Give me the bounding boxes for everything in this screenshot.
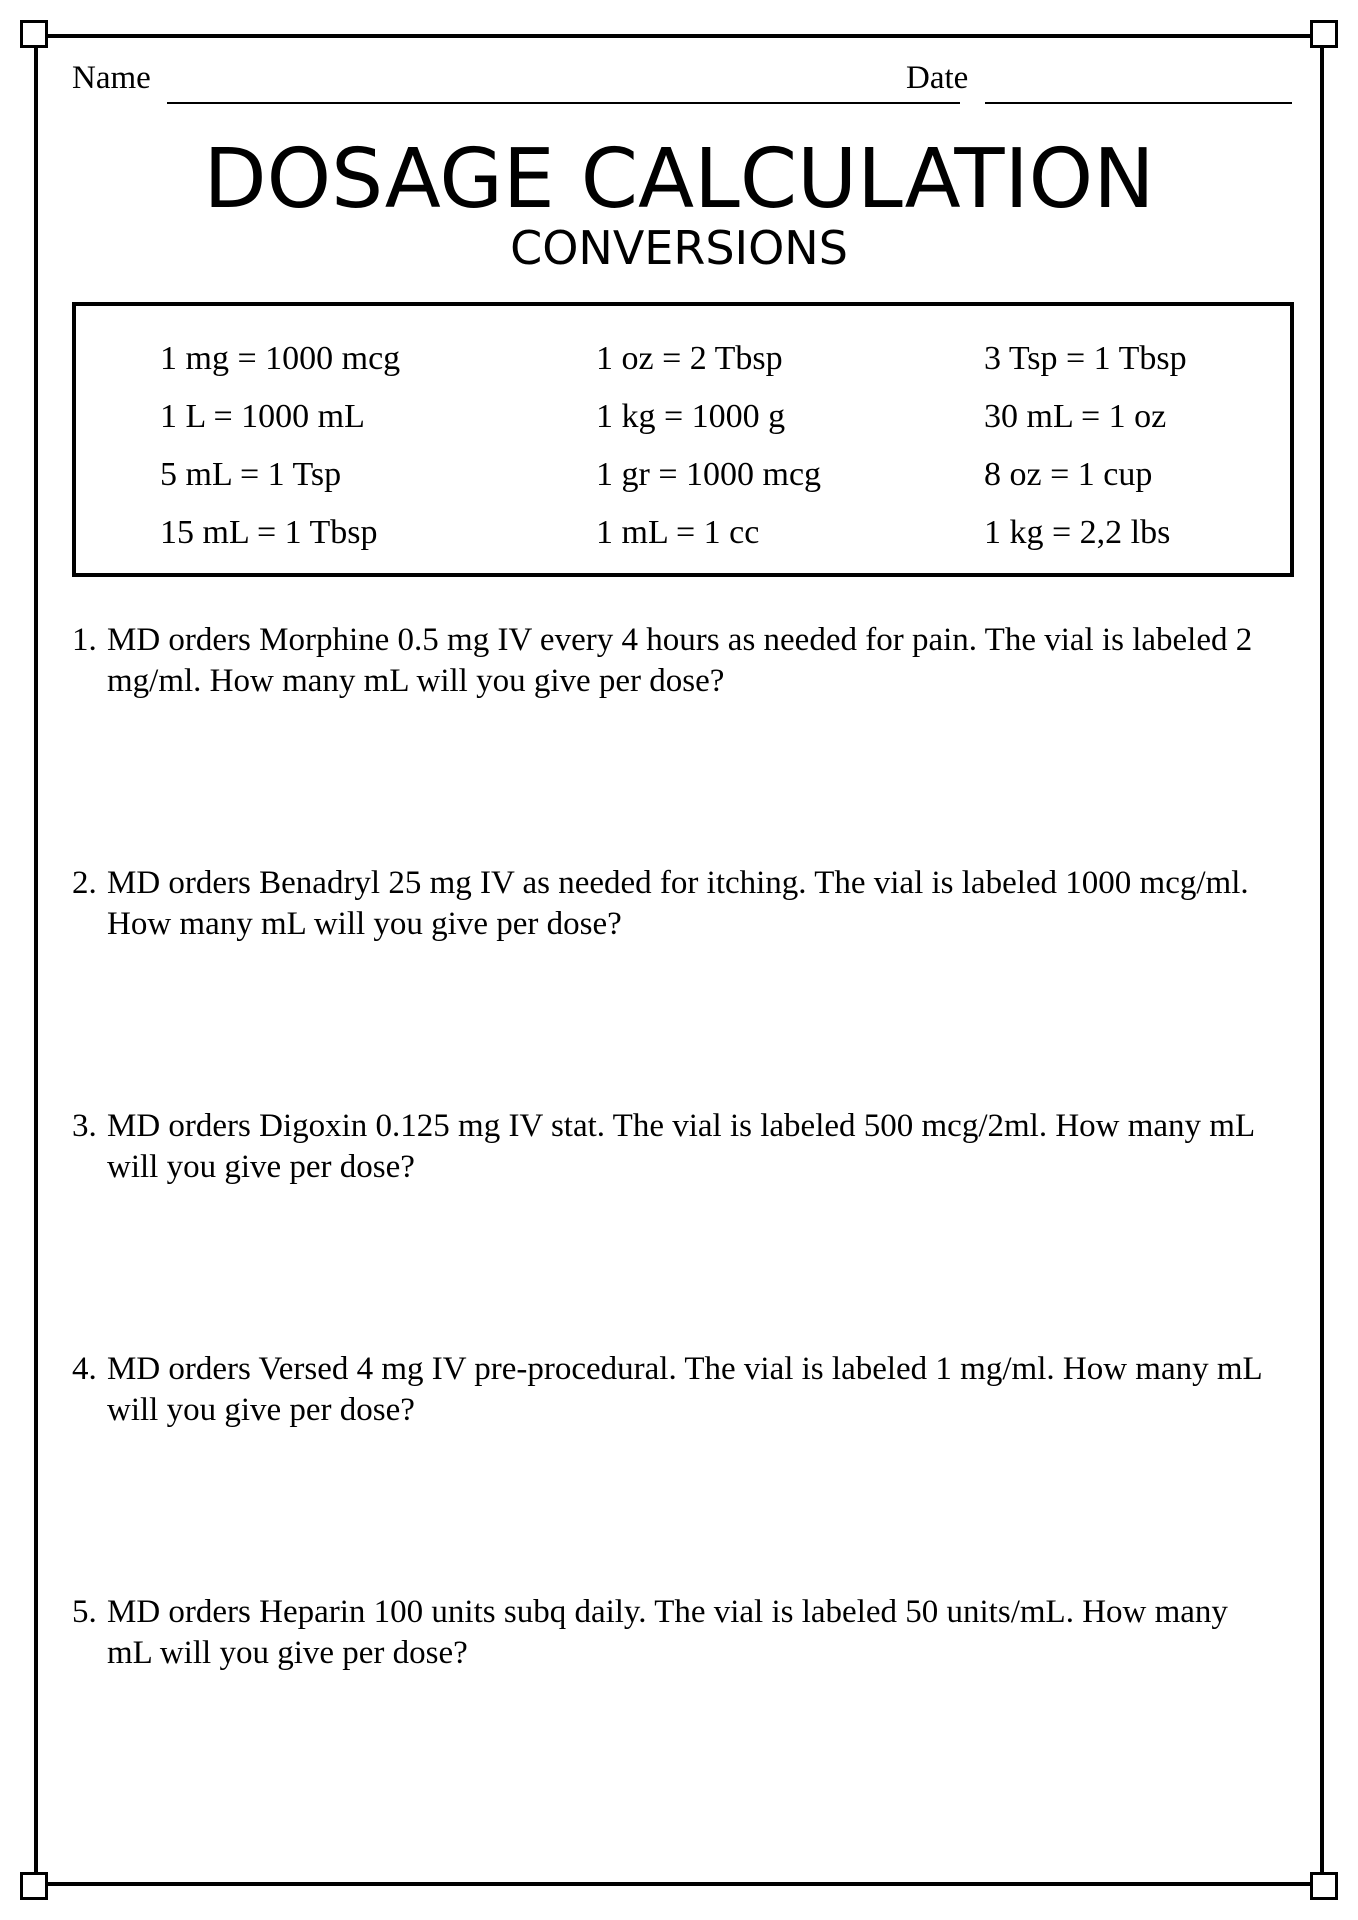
corner-ornament-top-right [1310,20,1338,48]
question-number: 2. [72,865,97,901]
date-label: Date [906,60,969,96]
question-number: 3. [72,1108,97,1144]
name-field[interactable] [167,102,960,104]
conversion-item: 30 mL = 1 oz [984,398,1167,435]
conversion-item: 1 L = 1000 mL [160,398,365,435]
conversion-item: 1 kg = 1000 g [596,398,786,435]
question-text: MD orders Heparin 100 units subq daily. The vial is labeled 50 units/mL. How many mL will you give per dose? [107,1594,1228,1671]
conversion-item: 15 mL = 1 Tbsp [160,514,378,551]
question-4 [72,1349,1272,1431]
corner-ornament-bottom-right [1310,1872,1338,1900]
corner-ornament-bottom-left [20,1872,48,1900]
question-text: MD orders Morphine 0.5 mg IV every 4 hours as needed for pain. The vial is labeled 2 mg/ml. How many mL will you give per dose? [107,622,1253,699]
name-label: Name [72,60,151,96]
question-number: 1. [72,622,97,658]
page-title: DOSAGE CALCULATION [203,132,1155,227]
question-number: 4. [72,1351,97,1387]
name-date-row [72,60,1292,110]
corner-ornament-top-left [20,20,48,48]
conversions-column-1 [160,330,400,562]
conversion-item: 8 oz = 1 cup [984,456,1153,493]
question-2 [72,863,1272,945]
conversions-box [72,302,1294,577]
page-subtitle: CONVERSIONS [510,221,848,275]
conversions-column-2 [596,330,821,562]
question-3 [72,1106,1272,1188]
date-field[interactable] [985,102,1292,104]
question-1 [72,620,1272,702]
conversion-item: 5 mL = 1 Tsp [160,456,342,493]
question-text: MD orders Versed 4 mg IV pre-procedural. The vial is labeled 1 mg/ml. How many mL will you give per dose? [107,1351,1262,1428]
question-text: MD orders Digoxin 0.125 mg IV stat. The vial is labeled 500 mcg/2ml. How many mL will you give per dose? [107,1108,1254,1185]
conversion-item: 1 mL = 1 cc [596,514,760,551]
conversion-item: 1 kg = 2,2 lbs [984,514,1171,551]
conversions-column-3 [984,330,1187,562]
conversion-item: 1 mg = 1000 mcg [160,340,401,377]
question-text: MD orders Benadryl 25 mg IV as needed for itching. The vial is labeled 1000 mcg/ml. How many mL will you give per dose? [107,865,1249,942]
conversion-item: 1 gr = 1000 mcg [596,456,822,493]
conversion-item: 1 oz = 2 Tbsp [596,340,783,377]
question-5 [72,1592,1272,1674]
question-number: 5. [72,1594,97,1630]
conversion-item: 3 Tsp = 1 Tbsp [984,340,1187,377]
